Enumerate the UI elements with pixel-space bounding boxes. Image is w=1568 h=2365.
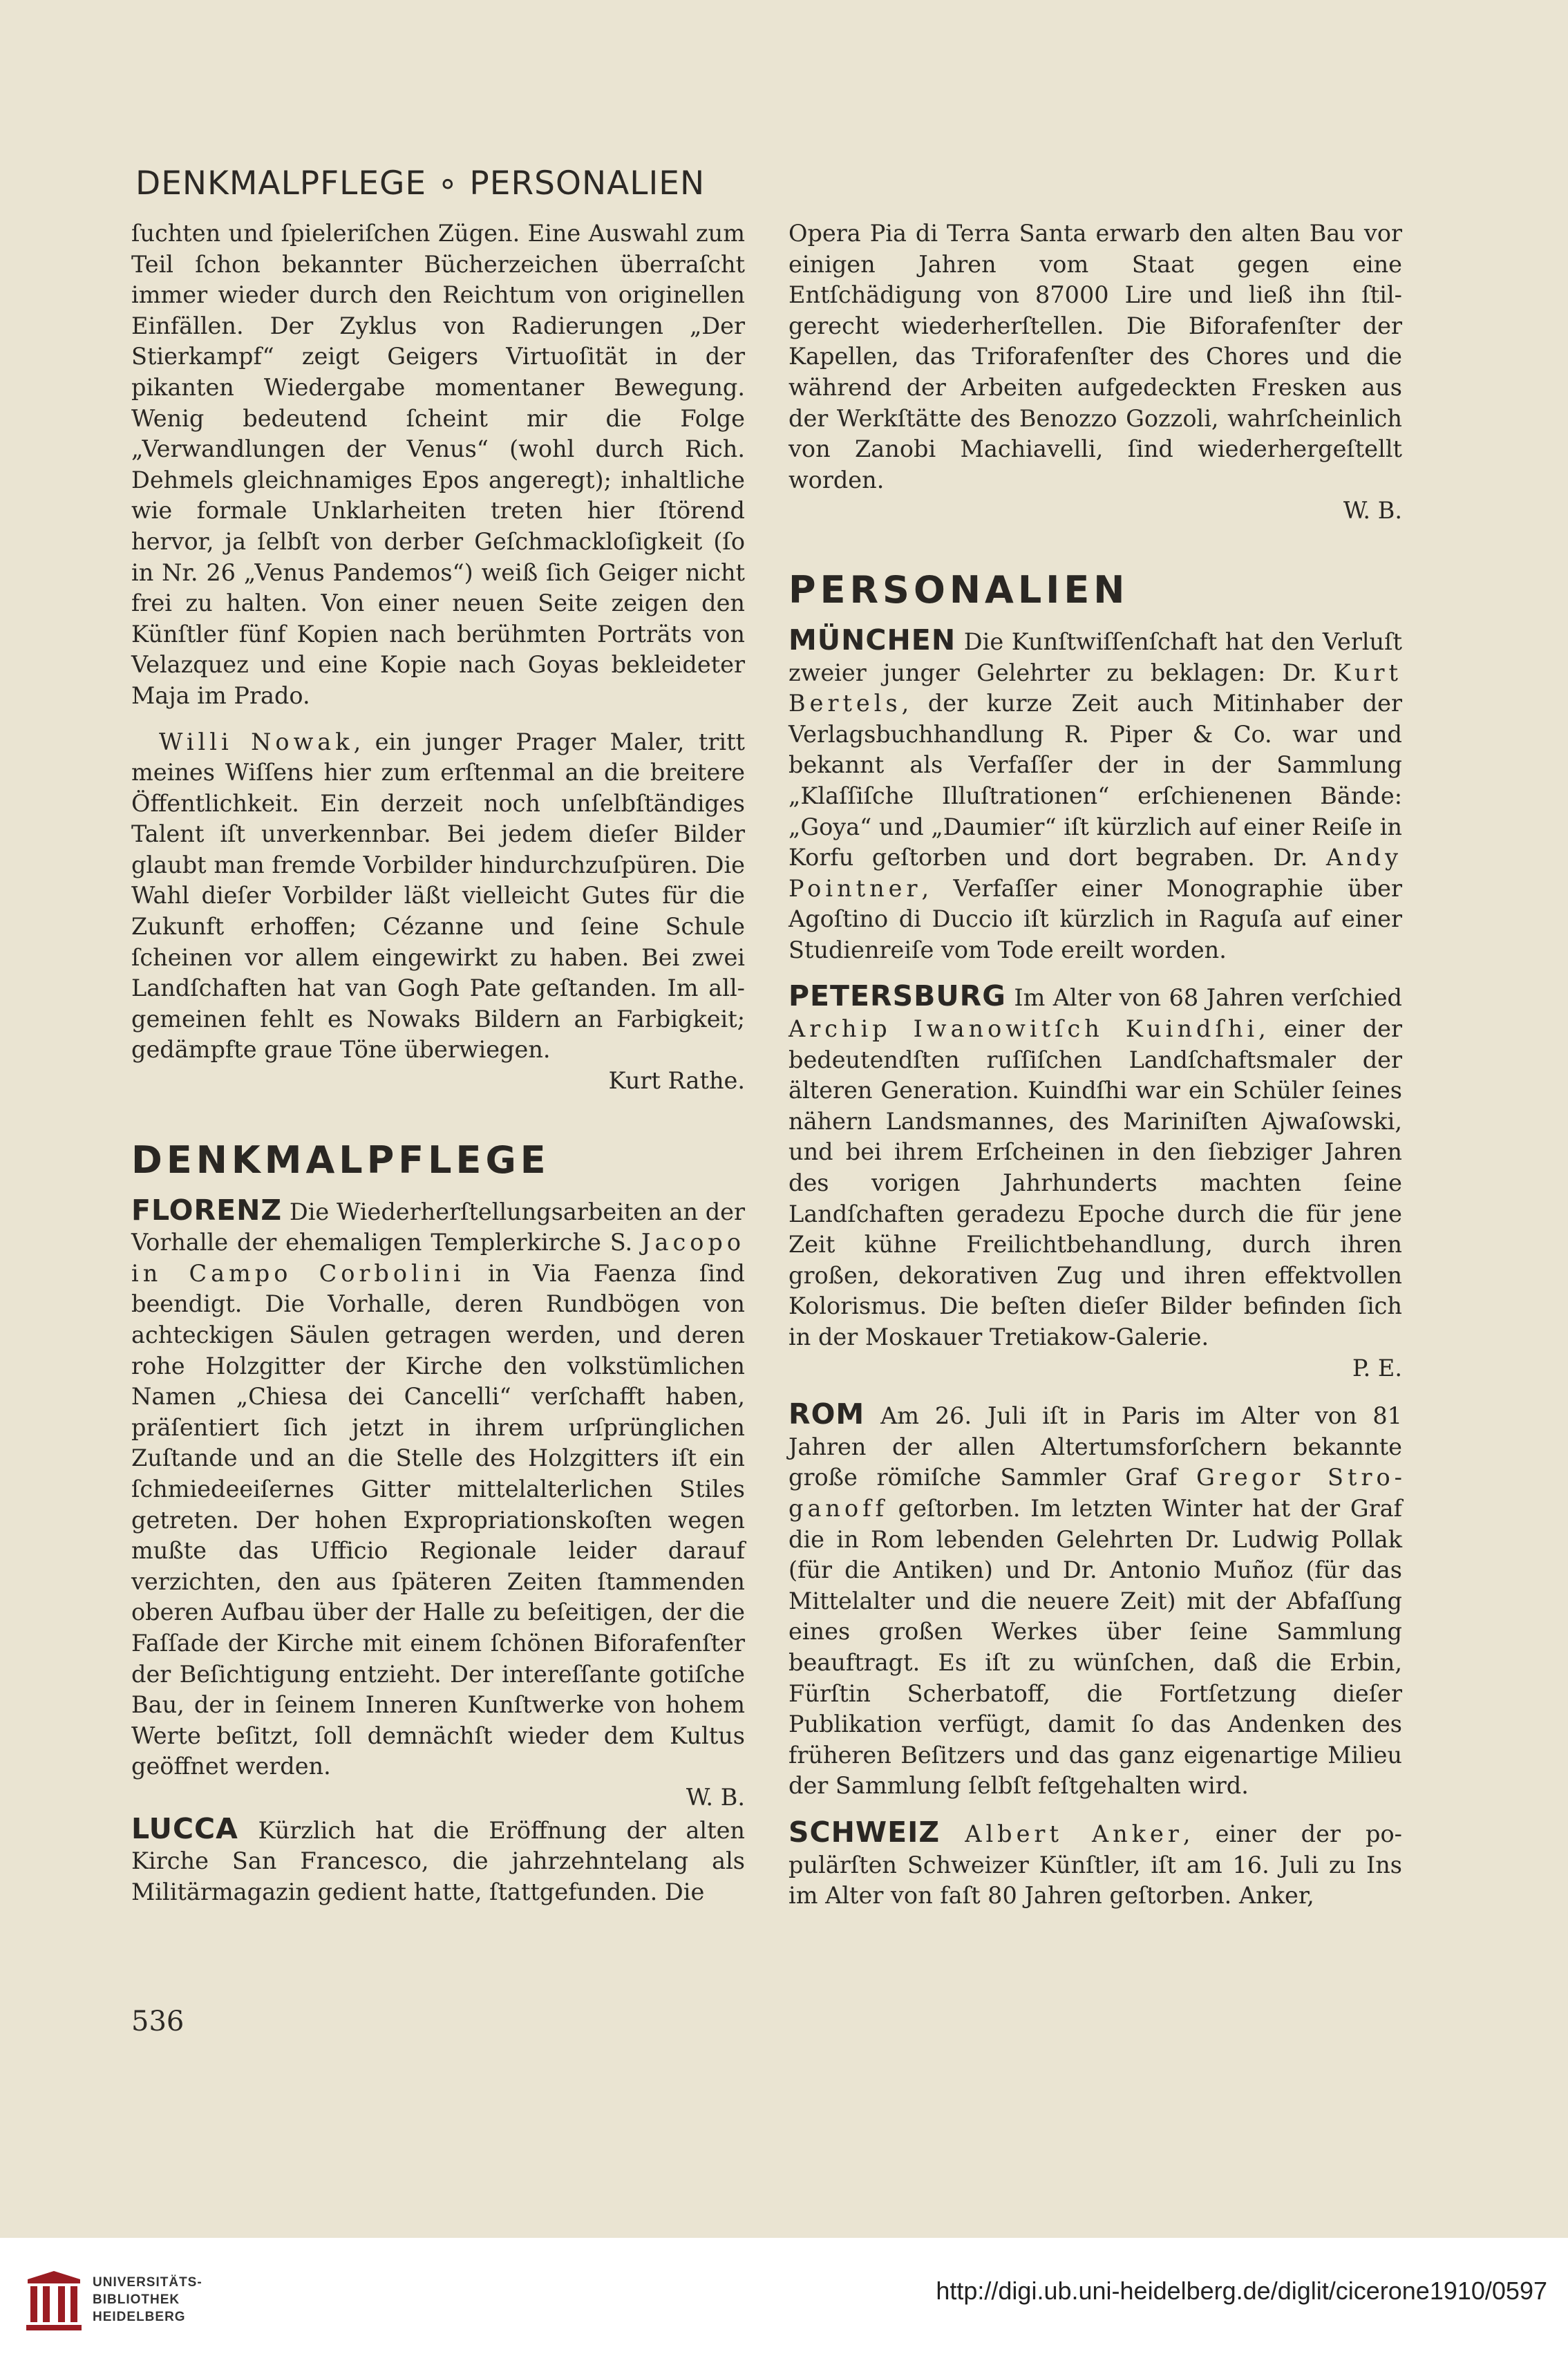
paragraph-lucca: LUCCA Kürzlich hat die Eröffnung der alten Kirche San Francesco, die jahrzehntelang als Militärmagazin gedient hatte, ſtattgefunden. Die — [131, 1811, 745, 1905]
library-footer — [0, 2238, 1568, 2365]
section-title-personalien: PERSONALIEN — [788, 567, 1129, 612]
city-heading: LUCCA — [131, 1811, 238, 1845]
person-name: Willi Nowak — [159, 728, 354, 755]
library-logo-icon — [21, 2267, 87, 2336]
paragraph-florenz: FLORENZ Die Wiederherſtellungsarbeiten an der Vorhalle der ehemaligen Templerkirche S. Jacopo in Campo Corbolini in Via Faenza ſind beendigt. Die Vorhalle, deren Rundbögen von achteckigen Säulen getragen werden, und deren rohe Holzgitter der Kirche den volkstümlichen Namen „Chiesa dei Cancelli“ verſchafft haben, präſentiert ſich jetzt in ihrem urſprünglichen Zuſtande und an die Stelle des Holzgitters iſt ein ſchmiedeeiſernes Gitter mittelalterlichen Stiles getreten. Der hohen Expropriationskoſten wegen mußte das Ufficio Regionale leider darauf verzichten, den aus ſpäteren Zeiten ſtammenden oberen Aufbau über der Halle zu beſeitigen, der die Faſſade der Kirche mit einem ſchönen Biforafenſter der Beſichtigung entzieht. Der intereſſante gotiſche Bau, der in ſeinem Inneren Kunſtwerke von hohem Werte beſitzt, ſoll demnächſt wieder dem Kultus geöffnet werden. — [131, 1193, 745, 1780]
city-heading: ROM — [788, 1397, 865, 1431]
paragraph-schweiz: SCHWEIZ Albert Anker, einer der populärſten Schweizer Künſtler, iſt am 16. Juli zu Ins im Alter von faſt 80 Jahren geſtorben. Anker, — [788, 1815, 1402, 1910]
signature: W. B. — [686, 1783, 745, 1811]
paragraph-muenchen: MÜNCHEN Die Kunſtwiſſenſchaft hat den Verluſt zweier junger Gelehrter zu beklagen: Dr. Kurt Bertels, der kurze Zeit auch Mitinhaber der Verlagsbuchhandlung R. Piper & Co. war und bekannt als Verfaſſer der in der Sammlung „Klaſſiſche Illuſtrationen“ erſchienenen Bände: „Goya“ und „Daumier“ iſt kürzlich auf einer Reiſe in Korfu geſtorben und dort begraben. Dr. Andy Pointner, Verfaſſer einer Monographie über Agoſtino di Duccio iſt kürzlich in Raguſa auf einer Studienreiſe vom Tode ereilt worden. — [788, 623, 1402, 963]
paragraph-lucca-cont: Opera Pia di Terra Santa erwarb den alten Bau vor einigen Jahren vom Staat gegen eine Entſchädigung von 87000 Lire und ließ ihn ſtilgerecht wiederherſtellen. Die Biforafenſter der Kapellen, das Triforafenſter des Chores und die während der Arbeiten aufgedeckten Fresken aus der Werkſtätte des Benozzo Gozzoli, wahrſcheinlich von Zanobi Machiavelli, ſind wiederhergeſtellt worden. — [788, 220, 1402, 493]
left-column — [131, 218, 745, 1907]
signature: P. E. — [1352, 1354, 1402, 1382]
page-number: 536 — [131, 2006, 185, 2037]
running-head: DENKMALPFLEGE ∘ PERSONALIEN — [135, 164, 706, 202]
city-heading: MÜNCHEN — [788, 623, 956, 657]
right-column — [788, 218, 1402, 1912]
city-heading: PETERSBURG — [788, 979, 1006, 1013]
paragraph-rom: ROM Am 26. Juli iſt in Paris im Alter von 81 Jahren der allen Altertumsforſchern bekannte große römiſche Sammler Graf Gregor Stroganoff geſtorben. Im letzten Winter hat der Graf die in Rom lebenden Gelehrten Dr. Ludwig Pollak (für die Antiken) und Dr. Antonio Muñoz (für das Mittelalter und die neuere Zeit) mit der Abfaſſung eines großen Werkes über ſeine Sammlung beauftragt. Es iſt zu wünſchen, daß die Erbin, Fürſtin Scherbatoff, die Fortſetzung dieſer Publikation verfügt, damit ſo das Andenken des früheren Beſitzers und das ganz eigenartige Milieu der Sammlung ſelbſt feſtgehalten wird. — [788, 1397, 1402, 1800]
paragraph-geiger: ſuchten und ſpieleriſchen Zügen. Eine Auswahl zum Teil ſchon bekannter Bücherzeichen überraſcht immer wieder durch den Reichtum von originellen Einfällen. Der Zyklus von Radierungen „Der Stierkampf“ zeigt Geigers Virtuoſität in der pikanten Wiedergabe momentaner Bewegung. Wenig bedeutend ſcheint mir die Folge „Verwandlungen der Venus“ (wohl durch Rich. Dehmels gleichnamiges Epos angeregt); inhaltliche wie formale Unklarheiten treten hier ſtörend hervor, ja ſelbſt von derber Geſchmackloſigkeit (ſo in Nr. 26 „Venus Pandemos“) weiß ſich Geiger nicht frei zu halten. Von einer neuen Seite zeigen den Künſtler fünf Kopien nach berühmten Porträts von Velazquez und eine Kopie nach Goyas bekleideter Maja im Prado. — [131, 220, 745, 709]
library-logo-text: UNIVERSITÄTS- BIBLIOTHEK HEIDELBERG — [93, 2275, 202, 2324]
city-heading: SCHWEIZ — [788, 1815, 941, 1849]
signature: Kurt Rathe. — [608, 1067, 745, 1095]
section-title-denkmalpflege: DENKMALPFLEGE — [131, 1138, 550, 1182]
paragraph-nowak: Willi Nowak, ein junger Prager Maler, tritt meines Wiſſens hier zum erſtenmal an die breitere Öffentlichkeit. Ein derzeit noch unſelbſtändiges Talent iſt unverkennbar. Bei jedem dieſer Bilder glaubt man fremde Vorbilder hindurchzuſpüren. Die Wahl dieſer Vorbilder läßt vielleicht Gutes für die Zukunft erhoffen; Cézanne und ſeine Schule ſcheinen vor allem eingewirkt zu haben. Bei zwei Landſchaften hat van Gogh Pate geſtanden. Im allgemeinen fehlt es Nowaks Bildern an Farbigkeit; gedämpfte graue Töne überwiegen. — [131, 728, 745, 1064]
paragraph-petersburg: PETERSBURG Im Alter von 68 Jahren verſchied Archip Iwanowitſch Kuindſhi, einer der bedeutendſten ruſſiſchen Landſchaftsmaler der älteren Generation. Kuindſhi war ein Schüler ſeines nähern Landsmannes, des Mariniſten Ajwaſowski, und bei ihrem Erſcheinen in den ſiebziger Jahren des vorigen Jahrhunderts machten ſeine Landſchaften geradezu Epoche durch die für jene Zeit kühne Freilichtbehandlung, durch ihren großen, dekorativen Zug und ihren effektvollen Kolorismus. Die beſten dieſer Bilder befinden ſich in der Moskauer Tretiakow-Galerie. — [788, 979, 1402, 1350]
signature: W. B. — [1343, 497, 1402, 525]
city-heading: FLORENZ — [131, 1193, 283, 1227]
permalink-url[interactable]: http://digi.ub.uni-heidelberg.de/diglit/cicerone1910/0597 — [936, 2277, 1547, 2305]
